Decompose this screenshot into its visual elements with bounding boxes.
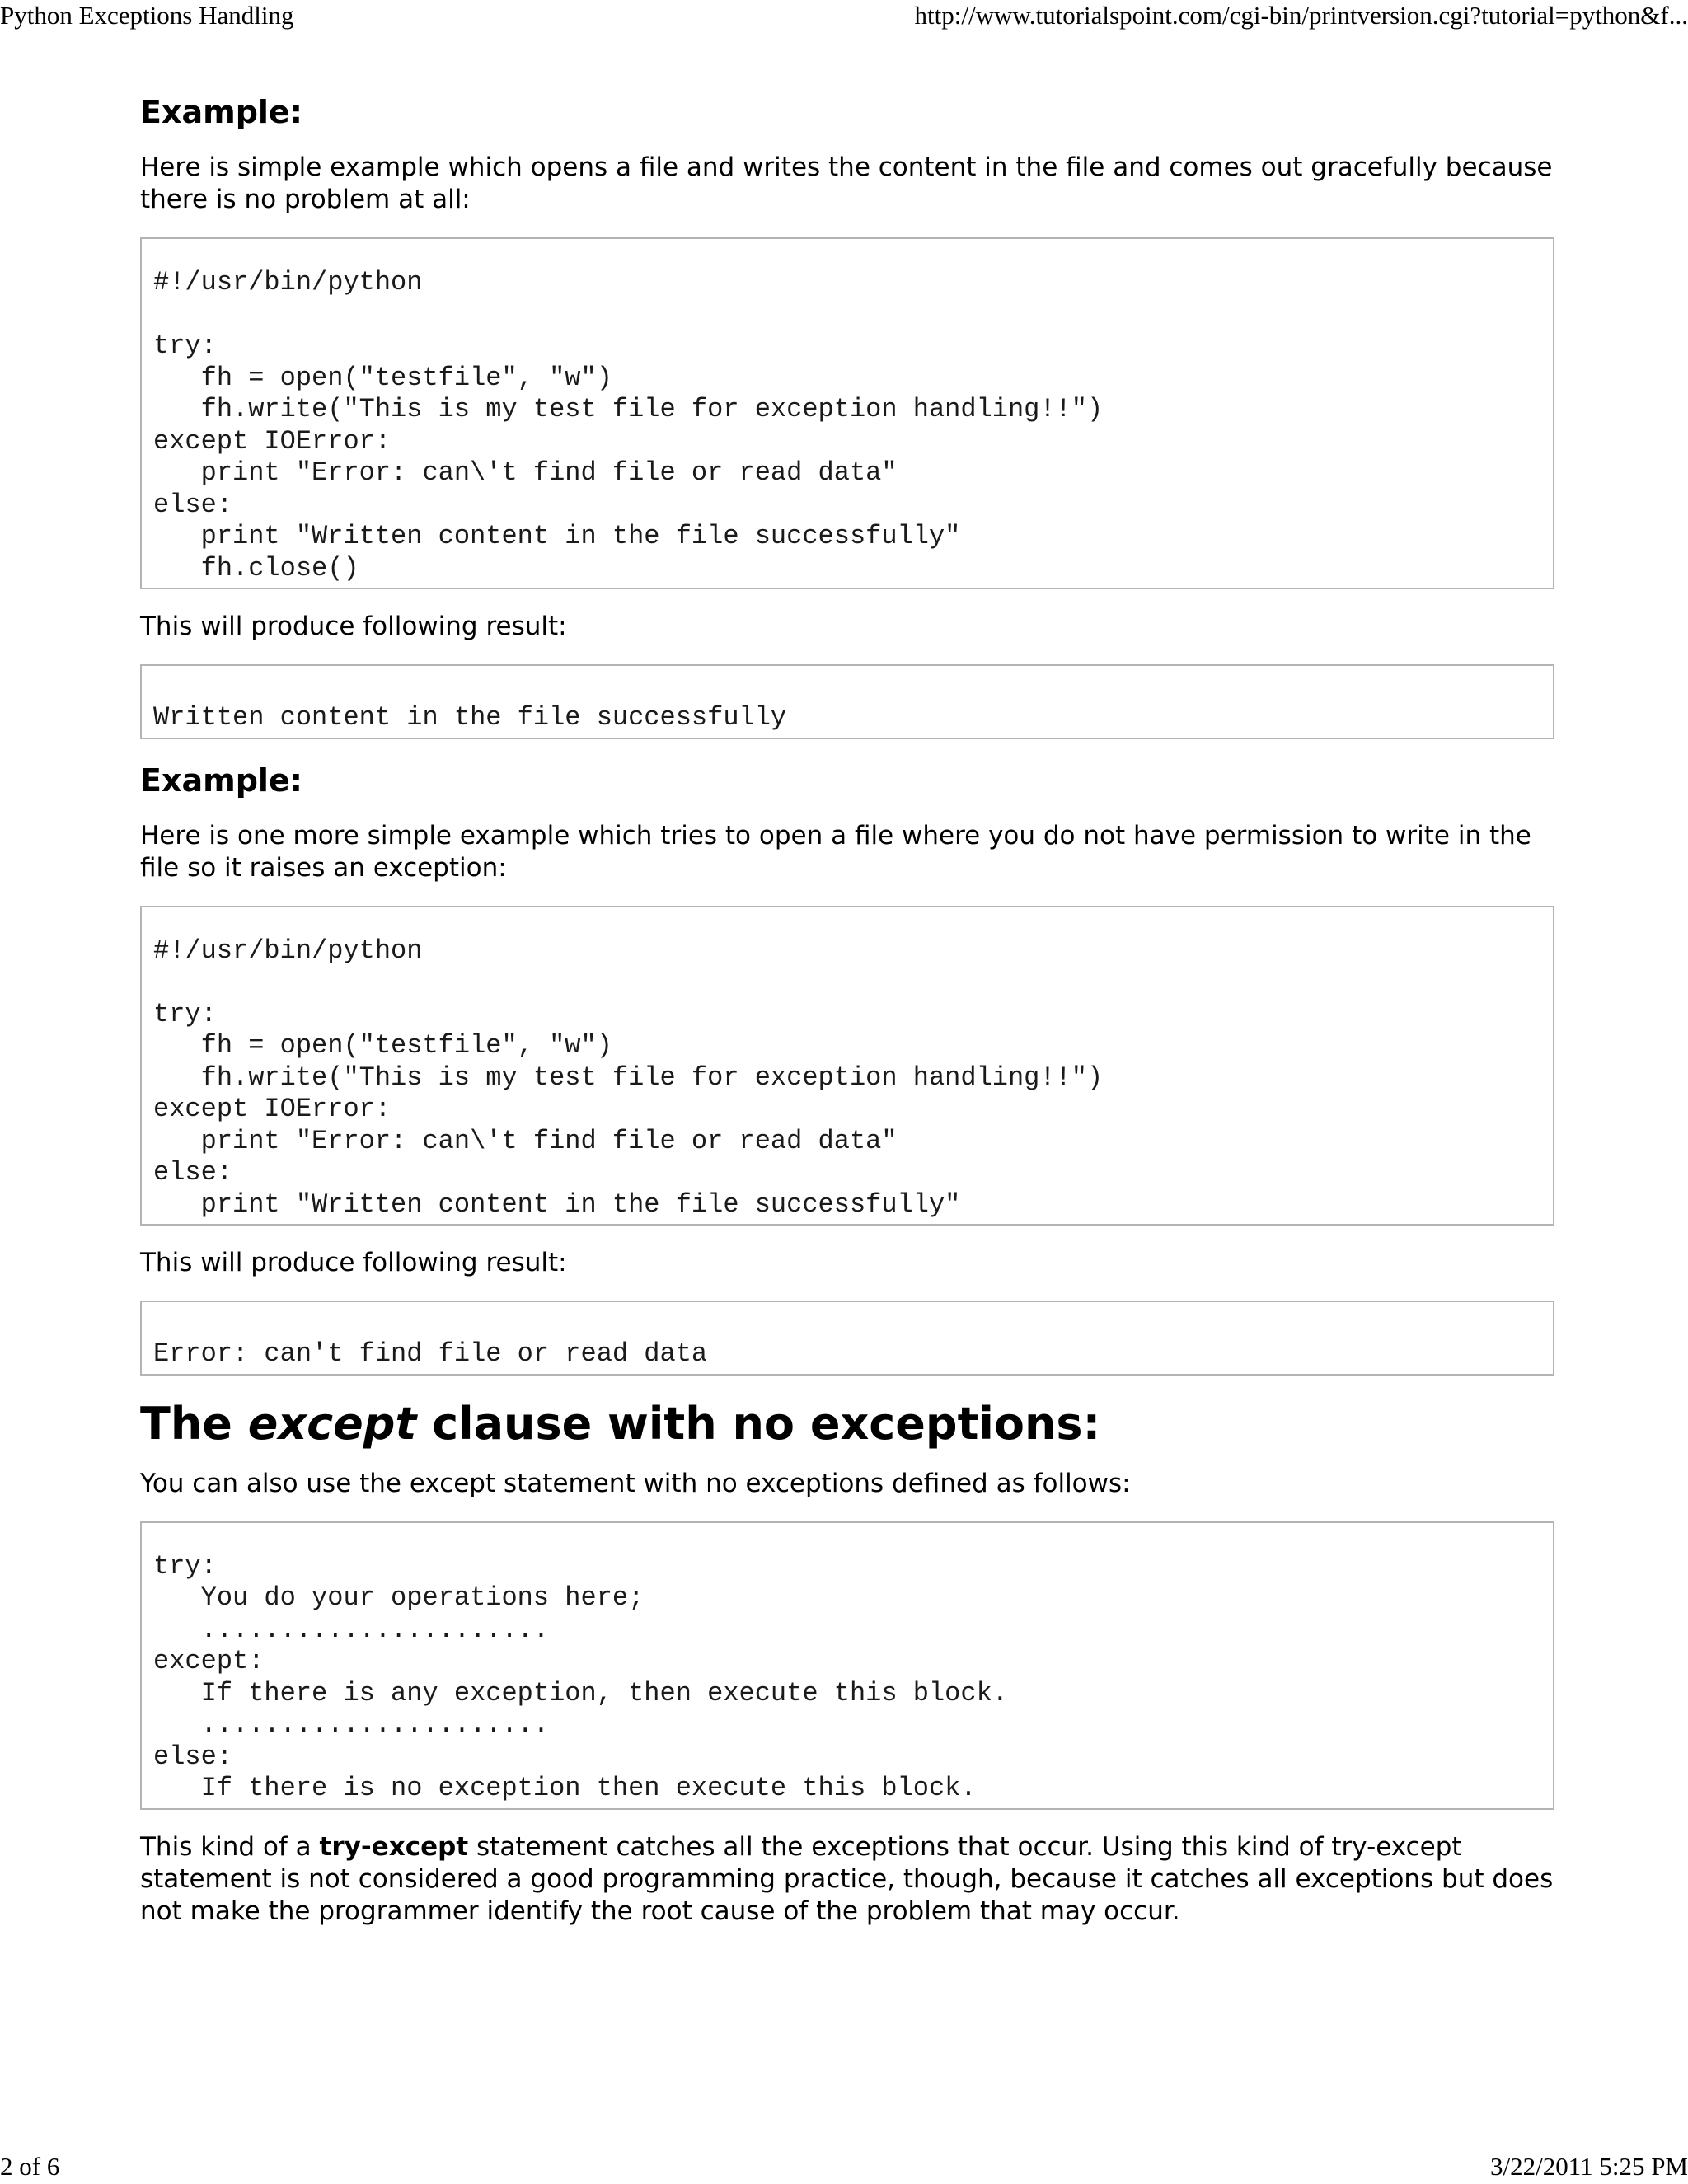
code-text: #!/usr/bin/python try: fh = open("testfile", "w") fh.write("This is my test file for exception handling!!") except IOError: print "Error: can\'t find file or read data" else: print "Written content in the file successfully" fh.close() [153, 267, 1104, 583]
result-intro: This will produce following result: [140, 1248, 567, 1277]
code-block [140, 237, 1554, 589]
closing-prefix: This kind of a [140, 1831, 320, 1862]
result-block [140, 1301, 1554, 1376]
code-text: try: You do your operations here; ...................... except: If there is any exception, then execute this block. ...................... else: If there is no exception then execute this block. [153, 1550, 1008, 1803]
section-heading-prefix: The [140, 1397, 248, 1450]
example-intro: Here is one more simple example which tries to open a file where you do not have permission to write in the file so it raises an exception: [140, 820, 1531, 883]
result-text: Error: can't find file or read data [153, 1338, 708, 1369]
page-url: http://www.tutorialspoint.com/cgi-bin/printversion.cgi?tutorial=python&f... [914, 1, 1688, 30]
document-content [140, 92, 1554, 1949]
code-block [140, 1521, 1554, 1810]
page-number: 2 of 6 [0, 2152, 60, 2181]
example-heading: Example: [140, 762, 302, 799]
section-heading-suffix: clause with no exceptions: [416, 1397, 1101, 1450]
section-heading [140, 1397, 1554, 1451]
section-intro: You can also use the except statement with no exceptions defined as follows: [140, 1468, 1131, 1498]
code-text: #!/usr/bin/python try: fh = open("testfile", "w") fh.write("This is my test file for exception handling!!") except IOError: print "Error: can\'t find file or read data" else: print "Written content in the file successfully" [153, 935, 1104, 1220]
result-text: Written content in the file successfully [153, 702, 787, 733]
example-intro: Here is simple example which opens a file and writes the content in the file and comes out gracefully because there is no problem at all: [140, 152, 1553, 214]
result-block [140, 664, 1554, 739]
code-block [140, 906, 1554, 1226]
closing-suffix: statement catches all the exceptions that occur. Using this kind of try-except statement is not considered a good programming practice, though, because it catches all exceptions but does not make the programmer identify the root cause of the problem that may occur. [140, 1831, 1554, 1926]
print-timestamp: 3/22/2011 5:25 PM [1490, 2152, 1688, 2181]
section-heading-keyword: except [247, 1397, 417, 1450]
example-heading: Example: [140, 94, 302, 130]
result-intro: This will produce following result: [140, 612, 567, 641]
closing-paragraph [140, 1831, 1554, 1928]
page-title: Python Exceptions Handling [0, 1, 294, 30]
closing-keyword: try-except [319, 1831, 469, 1862]
